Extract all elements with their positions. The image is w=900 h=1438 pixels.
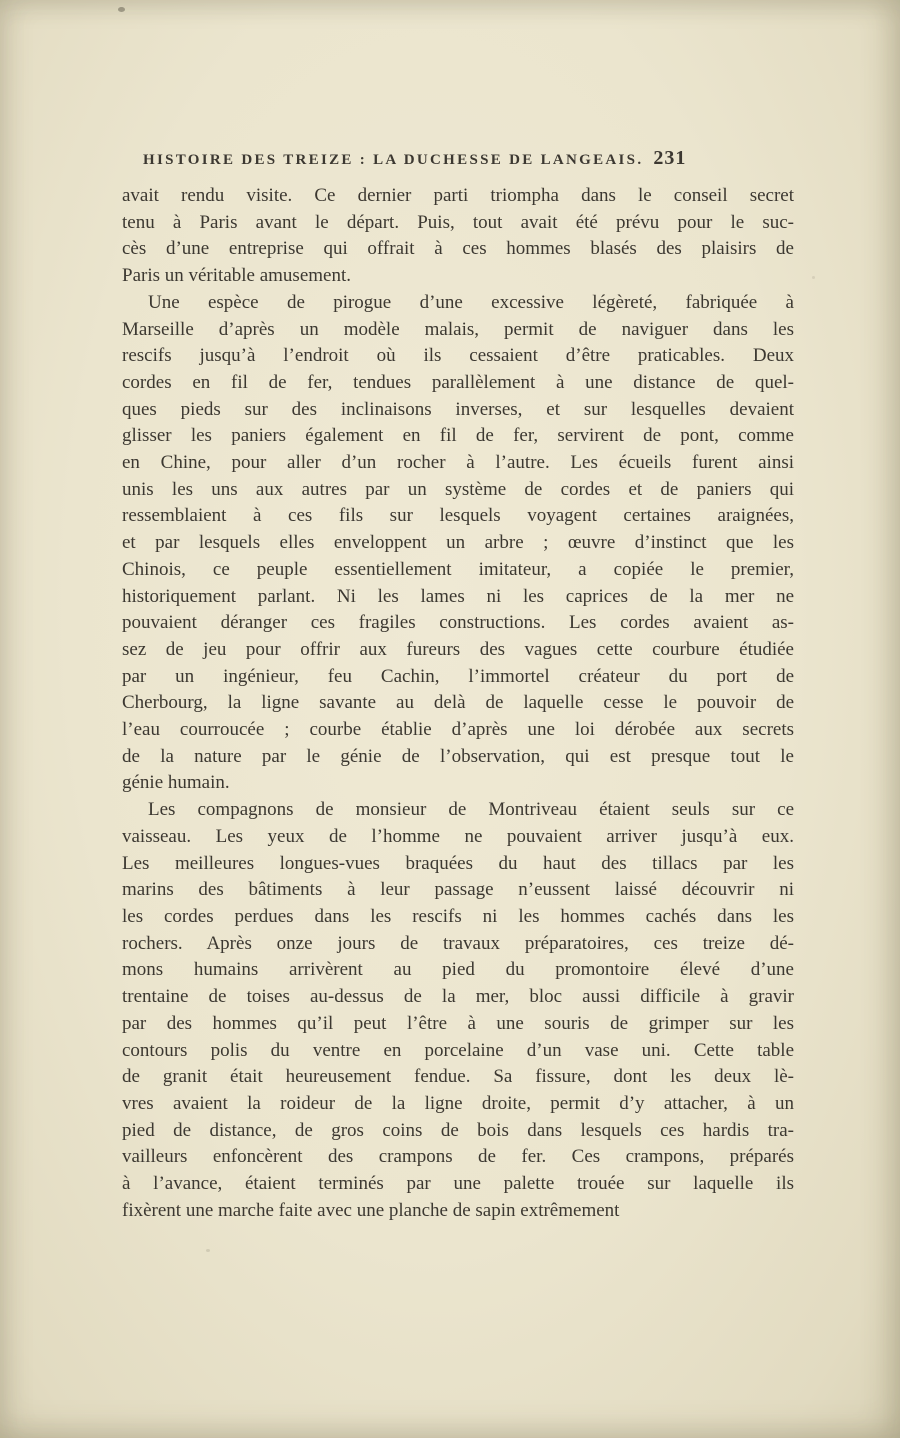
running-header: [143, 147, 686, 170]
text-line: cès d’une entreprise qui offrait à ces hommes blasés des plaisirs de: [122, 238, 794, 260]
text-line: mons humains arrivèrent au pied du promontoire élevé d’une: [122, 959, 794, 981]
text-line: Marseille d’après un modèle malais, permit de naviguer dans les: [122, 318, 794, 340]
text-line: tenu à Paris avant le départ. Puis, tout avait été prévu pour le suc-: [122, 211, 794, 233]
text-line: rescifs jusqu’à l’endroit où ils cessaient d’être praticables. Deux: [122, 345, 794, 367]
text-line: en Chine, pour aller d’un rocher à l’autre. Les écueils furent ainsi: [122, 452, 794, 474]
text-line: vaisseau. Les yeux de l’homme ne pouvaient arriver jusqu’à eux.: [122, 825, 794, 847]
text-line: Chinois, ce peuple essentiellement imitateur, a copiée le premier,: [122, 558, 794, 580]
text-line: à l’avance, étaient terminés par une palette trouée sur laquelle ils: [122, 1173, 794, 1195]
text-line: de granit était heureusement fendue. Sa fissure, dont les deux lè-: [122, 1066, 794, 1088]
text-line: vres avaient la roideur de la ligne droite, permit d’y attacher, à un: [122, 1092, 794, 1114]
text-line: sez de jeu pour offrir aux fureurs des vagues cette courbure étudiée: [122, 638, 794, 660]
text-line: Les meilleures longues-vues braquées du haut des tillacs par les: [122, 852, 794, 874]
text-line: pouvaient déranger ces fragiles constructions. Les cordes avaient as-: [122, 612, 794, 634]
text-line: génie humain.: [122, 772, 230, 794]
header-title: HISTOIRE DES TREIZE : LA DUCHESSE DE LANGEAIS.: [143, 152, 644, 168]
text-line: Une espèce de pirogue d’une excessive légèreté, fabriquée à: [148, 291, 794, 313]
text-line: pied de distance, de gros coins de bois dans lesquels ces hardis tra-: [122, 1119, 794, 1141]
text-line: unis les uns aux autres par un système de cordes et de paniers qui: [122, 478, 794, 500]
text-line: contours polis du ventre en porcelaine d’un vase uni. Cette table: [122, 1039, 794, 1061]
text-line: de la nature par le génie de l’observation, qui est presque tout le: [122, 745, 794, 767]
text-line: historiquement parlant. Ni les lames ni les caprices de la mer ne: [122, 585, 794, 607]
text-line: Cherbourg, la ligne savante au delà de laquelle cesse le pouvoir de: [122, 692, 794, 714]
text-line: glisser les paniers également en fil de fer, servirent de pont, comme: [122, 425, 794, 447]
text-line: marins des bâtiments à leur passage n’eussent laissé découvrir ni: [122, 879, 794, 901]
text-line: cordes en fil de fer, tendues parallèlement à une distance de quel-: [122, 371, 794, 393]
scan-speck: [206, 1249, 210, 1252]
text-line: Les compagnons de monsieur de Montriveau étaient seuls sur ce: [148, 799, 794, 821]
text-line: Paris un véritable amusement.: [122, 265, 351, 287]
text-line: fixèrent une marche faite avec une planche de sapin extrêmement: [122, 1199, 620, 1221]
text-line: ressemblaient à ces fils sur lesquels voyagent certaines araignées,: [122, 505, 794, 527]
text-line: par des hommes qu’il peut l’être à une souris de grimper sur les: [122, 1012, 794, 1034]
text-line: trentaine de toises au-dessus de la mer, bloc aussi difficile à gravir: [122, 986, 794, 1008]
text-line: par un ingénieur, feu Cachin, l’immortel créateur du port de: [122, 665, 794, 687]
text-line: ques pieds sur des inclinaisons inverses, et sur lesquelles devaient: [122, 398, 794, 420]
text-line: les cordes perdues dans les rescifs ni les hommes cachés dans les: [122, 905, 794, 927]
page-text: [122, 183, 794, 1224]
page-number: 231: [653, 147, 687, 169]
text-line: et par lesquels elles enveloppent un arbre ; œuvre d’instinct que les: [122, 532, 794, 554]
text-line: l’eau courroucée ; courbe établie d’après une loi dérobée aux secrets: [122, 719, 794, 741]
text-line: vailleurs enfoncèrent des crampons de fer. Ces crampons, préparés: [122, 1146, 794, 1168]
text-line: avait rendu visite. Ce dernier parti triompha dans le conseil secret: [122, 185, 794, 206]
text-line: rochers. Après onze jours de travaux préparatoires, ces treize dé-: [122, 932, 794, 954]
scan-speck: [812, 276, 815, 279]
scan-speck: [118, 7, 125, 12]
